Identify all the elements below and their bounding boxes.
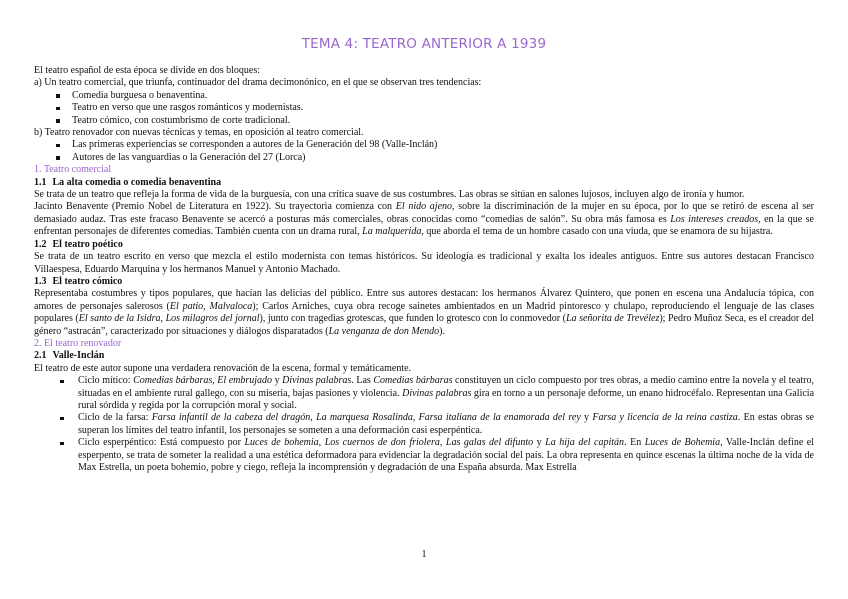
text-run: y (533, 437, 546, 449)
intro-b-list (34, 139, 814, 164)
text-run: ). (439, 325, 445, 337)
paragraph: Se trata de un teatro escrito en verso que mezcla el estilo modernista con temas históricos. Su ideología es tradicional y exalta los ideales antiguos. Entre sus autores destacan Francisco Villaespesa, Eduardo Marquina y los hermanos Manuel y Antonio Machado. (34, 251, 814, 275)
subsection-number: 2.1 (34, 350, 47, 362)
text-run: , en la que se enfrentan personajes de diferentes comedias. También cuenta con un drama rural, (34, 213, 814, 238)
list-item: Teatro cómico, con costumbrismo de corte tradicional. (72, 115, 814, 127)
intro-a-line: a) Un teatro comercial, que triunfa, continuador del drama decimonónico, en el que se observan tres tendencias: (34, 77, 482, 89)
text-run: . En estas obras se superan los límites del teatro infantil, los personajes se someten a una deformación casi esperpéntica. (78, 412, 814, 436)
subsection-number: 1.3 (34, 275, 47, 287)
text-run: , que aborda el tema de un hombre casado con una viuda, que se enamora de su hijastra. (421, 226, 773, 238)
text-run: , Valle-Inclán define el esperpento, se trata de someter la realidad a una estética deformadora para evidenciar la degradación social del país. La obra representa en quince escenas la última noche de la vida de Max Estrella, un poeta bohemio, pobre y ciego, refleja la incomprensión y degradación de una España absurda. Max Estrella (78, 437, 815, 473)
text-run: Ciclo mítico: (78, 375, 134, 387)
intro-line: El teatro español de esta época se divide en dos bloques: (34, 65, 261, 76)
section-heading-2: 2. El teatro renovador (34, 337, 122, 349)
work-title: Comedias bárbaras (373, 375, 453, 387)
work-title: Comedias bárbaras, El embrujado (133, 375, 273, 387)
valle-inclan-cycles-list (34, 375, 814, 474)
text-run: . En (624, 437, 645, 449)
work-title: Luces de Bohemia (644, 437, 721, 449)
work-title: La venganza de don Mendo (328, 325, 440, 337)
subsection-heading-1-3 (34, 276, 814, 288)
subsection-title: Valle-Inclán (52, 350, 105, 362)
text-run: gira en torno a un personaje deforme, un enano hidrocéfalo. Representan una Galicia rural sórdida y regida por la corrupción moral y social. (78, 387, 815, 411)
text-run: y (580, 412, 593, 424)
text-run: ); Pedro Muñoz Seca, es el creador del género “astracán”, caracterizado por situaciones y diálogos disparatados ( (34, 313, 814, 337)
work-title: La señorita de Trevélez (566, 313, 660, 325)
paragraph (34, 288, 814, 338)
work-title: La hija del capitán (545, 437, 625, 449)
list-item: Comedia burguesa o benaventina. (72, 90, 814, 102)
text-run: Ciclo de la farsa: (78, 412, 152, 424)
text-run: ); Carlos Arniches, cuya obra recoge sainetes ambientados en un Madrid pintoresco y chulapo, reproduciendo el lenguaje de las clases populares ( (34, 300, 814, 325)
intro-a-list (34, 90, 814, 127)
work-title: El santo de la Isidra, Los milagros del jornal (78, 313, 260, 325)
text-run: Jacinto Benavente (Premio Nobel de Literatura en 1922). Su trayectoria comienza con (34, 201, 396, 213)
text-run: constituyen un ciclo compuesto por tres obras, a medio camino entre la novela y el teatro, situadas en el ambiente rural gallego, con su miseria, bajas pasiones y violencia. (78, 375, 814, 399)
text-run: y (272, 375, 283, 387)
subsection-heading-1-2 (34, 239, 814, 251)
text-run: ), junto con tragedias grotescas, que funden lo grotesco con lo conmovedor ( (259, 313, 566, 325)
work-title: La malquerida (362, 226, 422, 238)
list-item (78, 437, 814, 474)
text-run: , sobre la discriminación de la mujer en su época, por lo que se retiró de escena al ser demasiado audaz. Tras este fracaso Benavente se acercó a posturas más comerciales, obras conocidas como “comedias de salón”. Su obra más famosa es (34, 201, 814, 225)
text-run: . Las (351, 375, 374, 387)
subsection-heading-2-1 (34, 350, 814, 362)
subsection-title: El teatro cómico (52, 275, 123, 287)
paragraph: El teatro de este autor supone una verdadera renovación de la escena, formal y temáticamente. (34, 362, 412, 374)
work-title: Divinas palabras (282, 375, 352, 387)
work-title: Los intereses creados (670, 213, 759, 225)
list-item (78, 412, 814, 437)
section-heading-1: 1. Teatro comercial (34, 164, 112, 176)
work-title: El nido ajeno (395, 201, 453, 213)
work-title: Farsa y licencia de la reina castiza (592, 412, 738, 424)
subsection-number: 1.2 (34, 238, 47, 250)
text-run: Ciclo esperpéntico: Está compuesto por (78, 437, 245, 449)
list-item: Teatro en verso que une rasgos románticos y modernistas. (72, 102, 814, 114)
intro-b-line: b) Teatro renovador con nuevas técnicas y temas, en oposición al teatro comercial. (34, 127, 364, 139)
list-item: Autores de las vanguardias o la Generación del 27 (Lorca) (72, 152, 814, 164)
work-title: Divinas palabras (402, 387, 472, 399)
document-title: TEMA 4: TEATRO ANTERIOR A 1939 (301, 36, 547, 52)
subsection-heading-1-1 (34, 177, 814, 189)
paragraph: Se trata de un teatro que refleja la forma de vida de la burguesía, con una crítica suave de sus costumbres. Las obras se sitúan en salones lujosos, incluyen algo de ironía y humor. (34, 189, 745, 201)
work-title: Farsa infantil de la cabeza del dragón, La marquesa Rosalinda, Farsa italiana de la enamorada del rey (151, 412, 581, 424)
subsection-title: La alta comedia o comedia benaventina (52, 176, 222, 188)
document-page (34, 36, 814, 474)
list-item (78, 375, 814, 412)
text-run: Representaba costumbres y tipos populares, que hacían las delicias del público. Entre sus autores destacan: los hermanos Álvarez Quintero, que ponen en escena una Andalucía tópica, con amores de personajes salerosos ( (34, 288, 814, 312)
subsection-title: El teatro poético (52, 238, 123, 250)
work-title: Luces de bohemia, Los cuernos de don friolera, Las galas del difunto (244, 437, 534, 449)
subsection-number: 1.1 (34, 176, 47, 188)
work-title: El patio, Malvaloca (169, 300, 253, 312)
paragraph (34, 201, 814, 238)
page-number: 1 (421, 549, 427, 560)
list-item: Las primeras experiencias se corresponden a autores de la Generación del 98 (Valle-Inclán) (72, 139, 814, 151)
